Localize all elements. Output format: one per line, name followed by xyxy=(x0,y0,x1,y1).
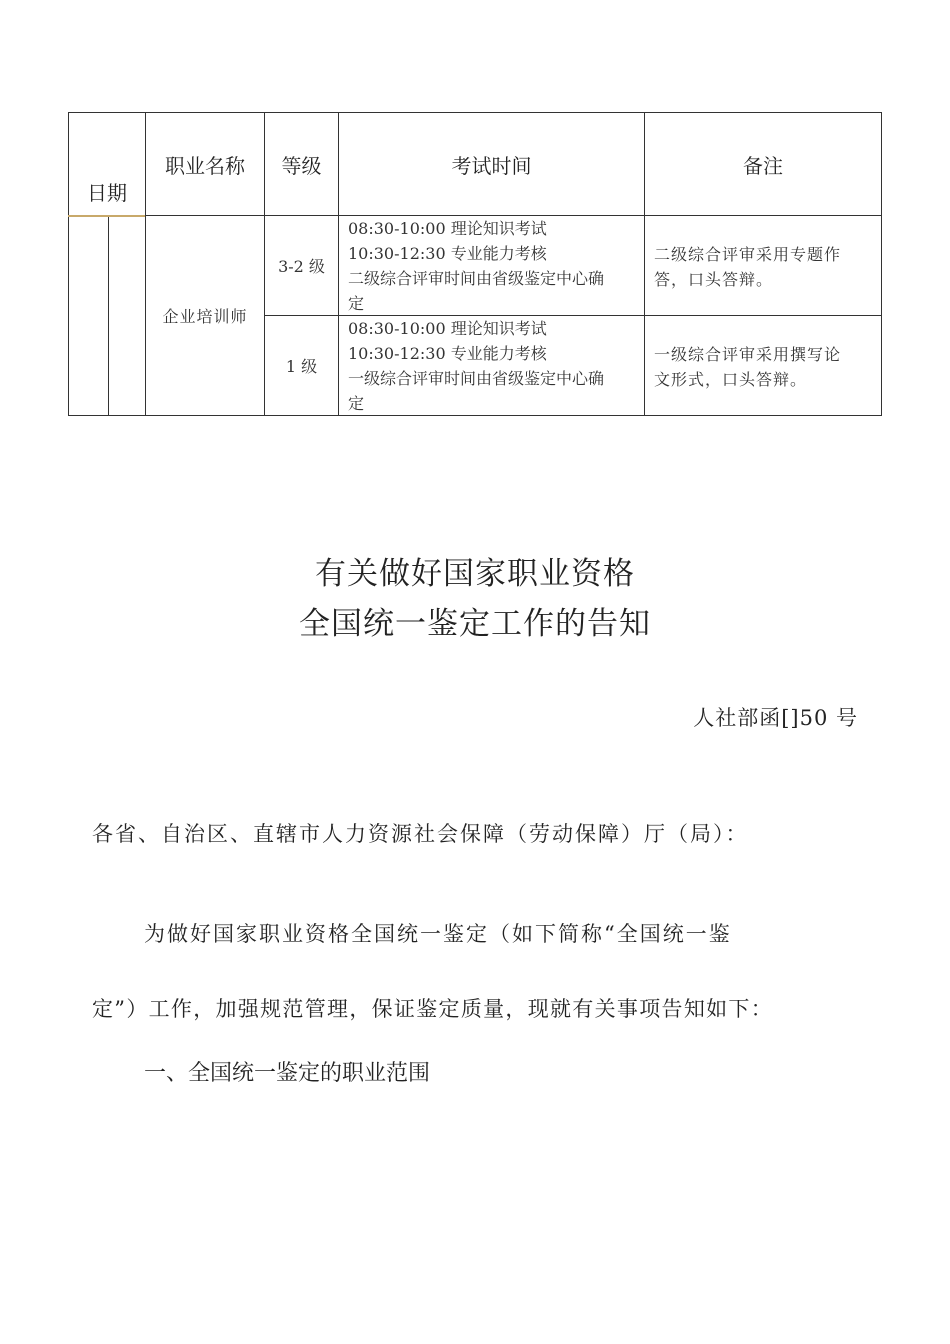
paragraph-1-line1: 为做好国家职业资格全国统一鉴定（如下简称“全国统一鉴 xyxy=(144,922,732,946)
date-underline xyxy=(68,215,145,217)
row2-time-line2: 10:30-12:30 专业能力考核 xyxy=(348,344,547,363)
header-occupation: 职业名称 xyxy=(165,153,245,178)
header-exam-time: 考试时间 xyxy=(451,153,532,178)
row1-time-line4: 定 xyxy=(348,294,365,313)
document-title-line1: 有关做好国家职业资格 xyxy=(315,556,635,592)
table-border-left xyxy=(68,112,69,416)
document-number: 人社部函[]50 号 xyxy=(693,706,858,730)
row1-remark-line2: 答，口头答辩。 xyxy=(654,270,774,289)
row1-time-line3: 二级综合评审时间由省级鉴定中心确 xyxy=(348,269,605,288)
row1-time-line2: 10:30-12:30 专业能力考核 xyxy=(348,244,547,263)
table-col-sep-date-inner xyxy=(108,216,109,416)
row2-level: 1 级 xyxy=(285,357,318,376)
row1-time xyxy=(348,216,642,316)
row2-time-line3: 一级综合评审时间由省级鉴定中心确 xyxy=(348,369,605,388)
row1-remark-line1: 二级综合评审采用专题作 xyxy=(654,245,842,264)
table-border-right xyxy=(881,112,882,416)
row2-time-line4: 定 xyxy=(348,394,365,413)
row2-time xyxy=(348,316,642,416)
row1-level: 3-2 级 xyxy=(278,257,325,276)
row1-remarks xyxy=(654,242,880,292)
document-title-line2: 全国统一鉴定工作的告知 xyxy=(299,606,651,642)
paragraph-1-line2: 定”）工作，加强规范管理，保证鉴定质量，现就有关事项告知如下： xyxy=(92,997,774,1021)
row1-time-line1: 08:30-10:00 理论知识考试 xyxy=(348,219,547,238)
header-remarks: 备注 xyxy=(743,153,783,178)
row2-remarks xyxy=(654,342,880,392)
section-1-heading: 一、全国统一鉴定的职业范围 xyxy=(144,1061,431,1086)
header-date: 日期 xyxy=(87,180,127,205)
row2-remark-line1: 一级综合评审采用撰写论 xyxy=(654,345,842,364)
row2-time-line1: 08:30-10:00 理论知识考试 xyxy=(348,319,547,338)
occupation-name: 企业培训师 xyxy=(162,307,248,326)
salutation: 各省、自治区、直辖市人力资源社会保障（劳动保障）厅（局）： xyxy=(92,822,749,846)
schedule-table xyxy=(0,0,950,430)
row2-remark-line2: 文形式，口头答辩。 xyxy=(654,370,808,389)
header-level: 等级 xyxy=(281,153,322,178)
